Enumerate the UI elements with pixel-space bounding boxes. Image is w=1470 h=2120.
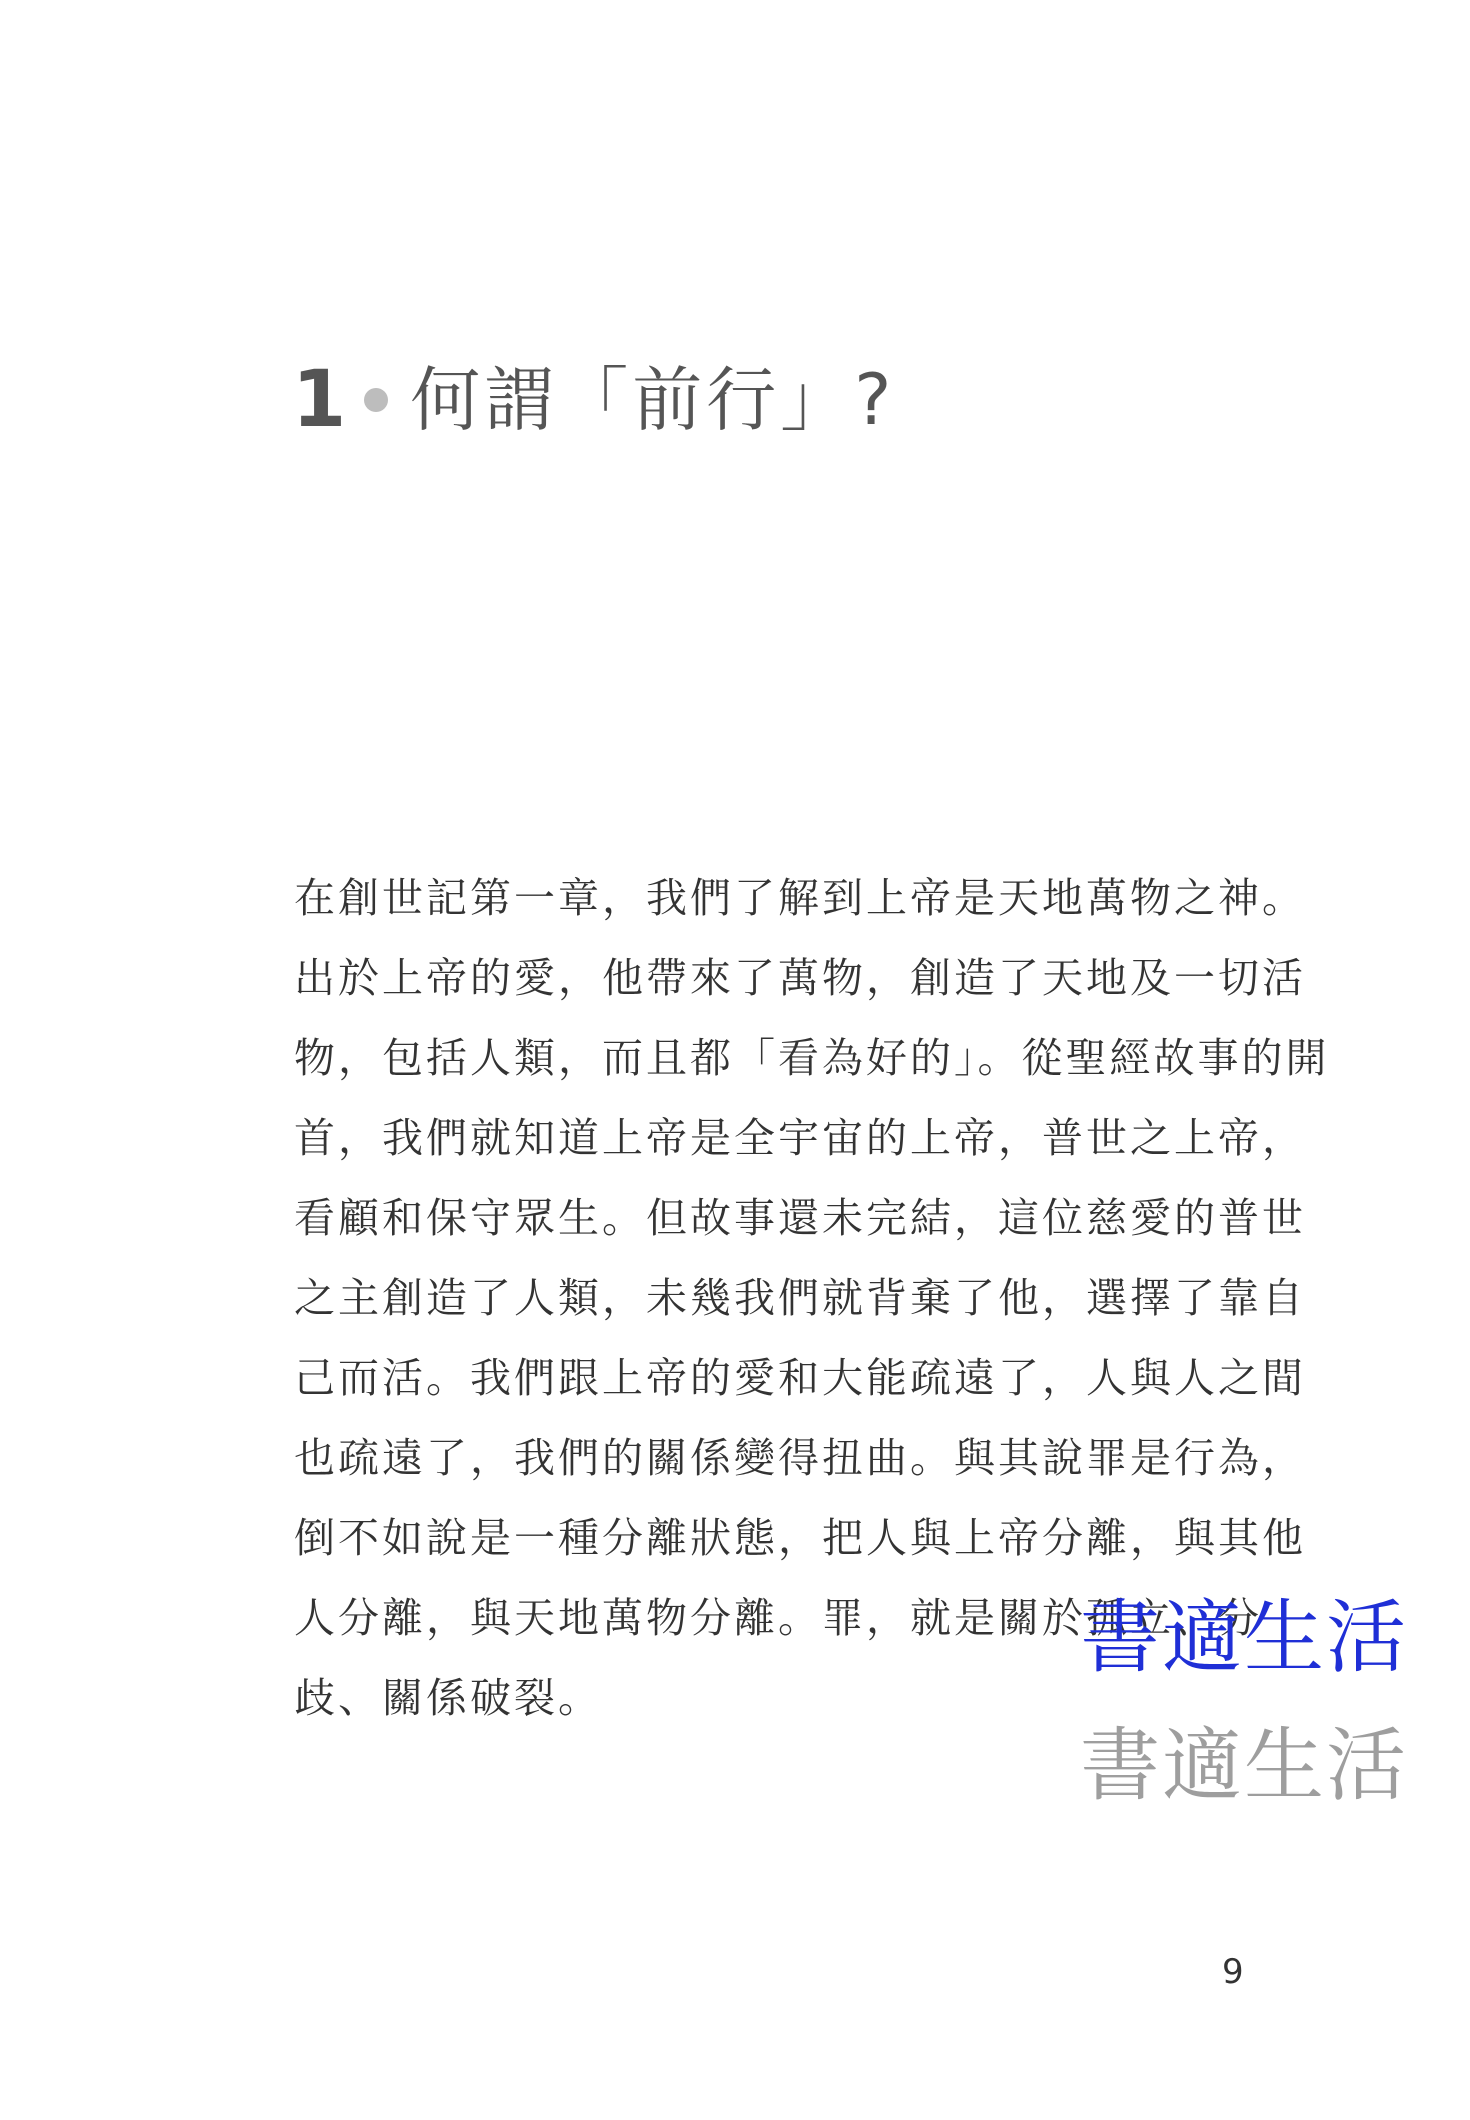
- watermark-gray: 書適生活: [1080, 1719, 1408, 1812]
- chapter-title: 何謂「前行」?: [410, 359, 896, 441]
- body-line: 在創世記第一章，我們了解到上帝是天地萬物之神。: [294, 874, 1306, 922]
- body-line: 人分離，與天地萬物分離。罪，就是關於孤立、分: [294, 1594, 1262, 1642]
- watermark-blue: 書適生活: [1080, 1591, 1408, 1684]
- bullet-dot-icon: [364, 388, 388, 412]
- body-line: 出於上帝的愛，他帶來了萬物，創造了天地及一切活: [294, 954, 1306, 1002]
- chapter-number: 1: [292, 355, 347, 445]
- body-line: 歧、關係破裂。: [294, 1674, 602, 1722]
- body-line: 看顧和保守眾生。但故事還未完結，這位慈愛的普世: [294, 1194, 1306, 1242]
- page-number: 9: [1222, 1952, 1244, 1992]
- body-line: 倒不如說是一種分離狀態，把人與上帝分離，與其他: [294, 1514, 1306, 1562]
- chapter-heading: [292, 350, 895, 450]
- body-line: 首，我們就知道上帝是全宇宙的上帝，普世之上帝，: [294, 1114, 1306, 1162]
- body-line: 也疏遠了，我們的關係變得扭曲。與其說罪是行為，: [294, 1434, 1306, 1482]
- body-line: 己而活。我們跟上帝的愛和大能疏遠了，人與人之間: [294, 1354, 1306, 1402]
- body-line: 之主創造了人類，未幾我們就背棄了他，選擇了靠自: [294, 1274, 1306, 1322]
- body-line: 物，包括人類，而且都「看為好的」。從聖經故事的開: [294, 1034, 1330, 1082]
